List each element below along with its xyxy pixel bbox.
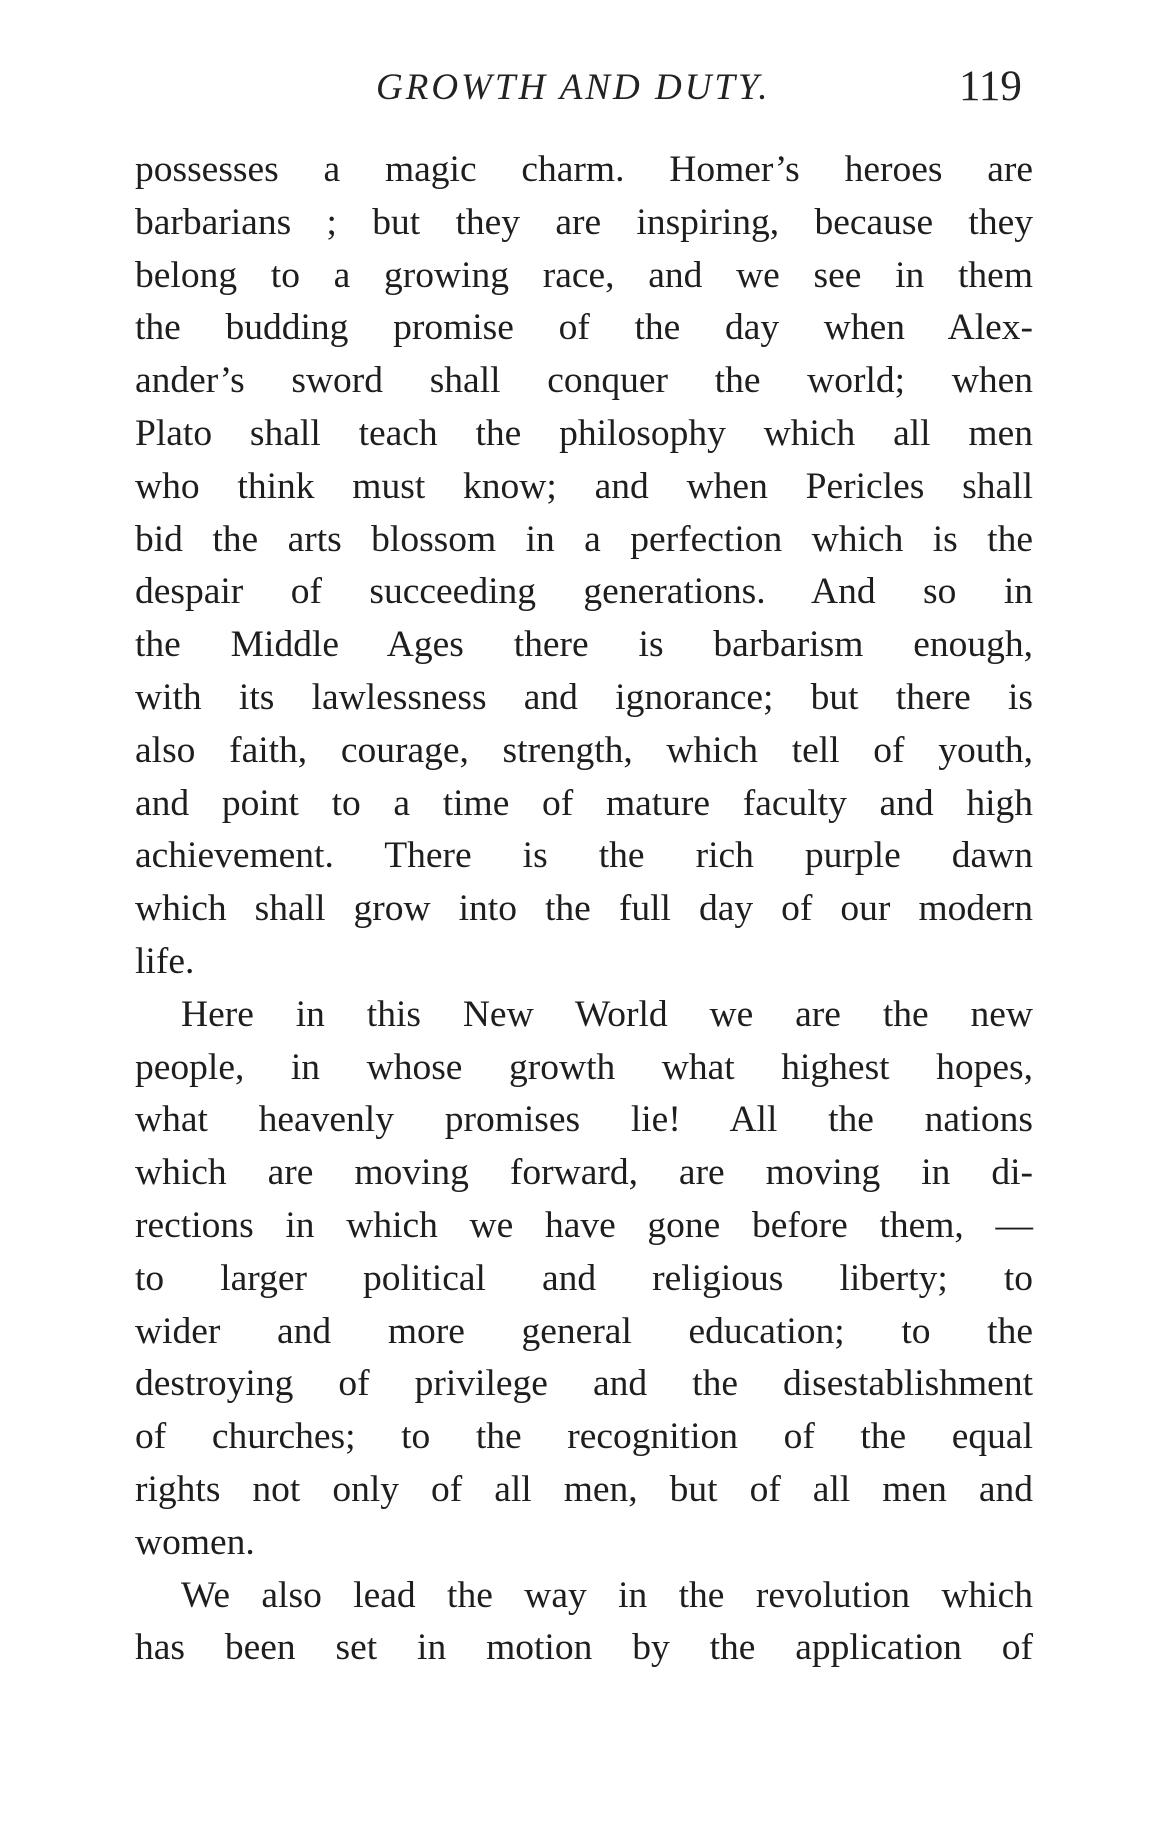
text-line: with its lawlessness and ignorance; but there is — [135, 676, 1033, 718]
text-line: what heavenly promises lie! All the nations — [135, 1099, 1033, 1141]
text-line: the budding promise of the day when Alex- — [135, 307, 1033, 349]
text-line: of churches; to the recognition of the equal — [135, 1416, 1033, 1458]
body-text — [135, 144, 1033, 1675]
paragraph-end-line: women. — [135, 1521, 255, 1563]
text-line: Plato shall teach the philosophy which all men — [135, 412, 1033, 454]
text-line: rights not only of all men, but of all men and — [135, 1468, 1033, 1510]
paragraph-end-line: life. — [135, 940, 195, 982]
text-line: possesses a magic charm. Homer’s heroes are — [135, 149, 1033, 190]
text-line: barbarians ; but they are inspiring, because they — [135, 201, 1033, 243]
text-line: to larger political and religious liberty; to — [135, 1257, 1033, 1299]
text-line: and point to a time of mature faculty and high — [135, 782, 1033, 824]
text-line: people, in whose growth what highest hopes, — [135, 1046, 1033, 1088]
paragraph-start-line: We also lead the way in the revolution which — [181, 1574, 1033, 1616]
text-line: belong to a growing race, and we see in them — [135, 254, 1033, 296]
paragraph-start-line: Here in this New World we are the new — [181, 993, 1033, 1035]
text-line: achievement. There is the rich purple dawn — [135, 835, 1033, 877]
text-line: which are moving forward, are moving in di- — [135, 1152, 1033, 1194]
text-line: ander’s sword shall conquer the world; when — [135, 360, 1033, 402]
text-line: has been set in motion by the application of — [135, 1627, 1033, 1669]
running-title: GROWTH AND DUTY. — [376, 67, 771, 108]
text-line: bid the arts blossom in a perfection which is the — [135, 518, 1033, 560]
text-line: wider and more general education; to the — [135, 1310, 1033, 1352]
running-head — [0, 63, 1160, 126]
text-line: destroying of privilege and the disestablishment — [135, 1363, 1033, 1405]
text-line: also faith, courage, strength, which tell of youth, — [135, 729, 1033, 771]
text-line: rections in which we have gone before them, — — [135, 1204, 1033, 1246]
page-number: 119 — [959, 63, 1022, 110]
text-line: which shall grow into the full day of our modern — [135, 888, 1033, 930]
text-line: despair of succeeding generations. And so in — [135, 571, 1033, 613]
text-line: who think must know; and when Pericles shall — [135, 465, 1033, 507]
text-line: the Middle Ages there is barbarism enough, — [135, 624, 1033, 666]
